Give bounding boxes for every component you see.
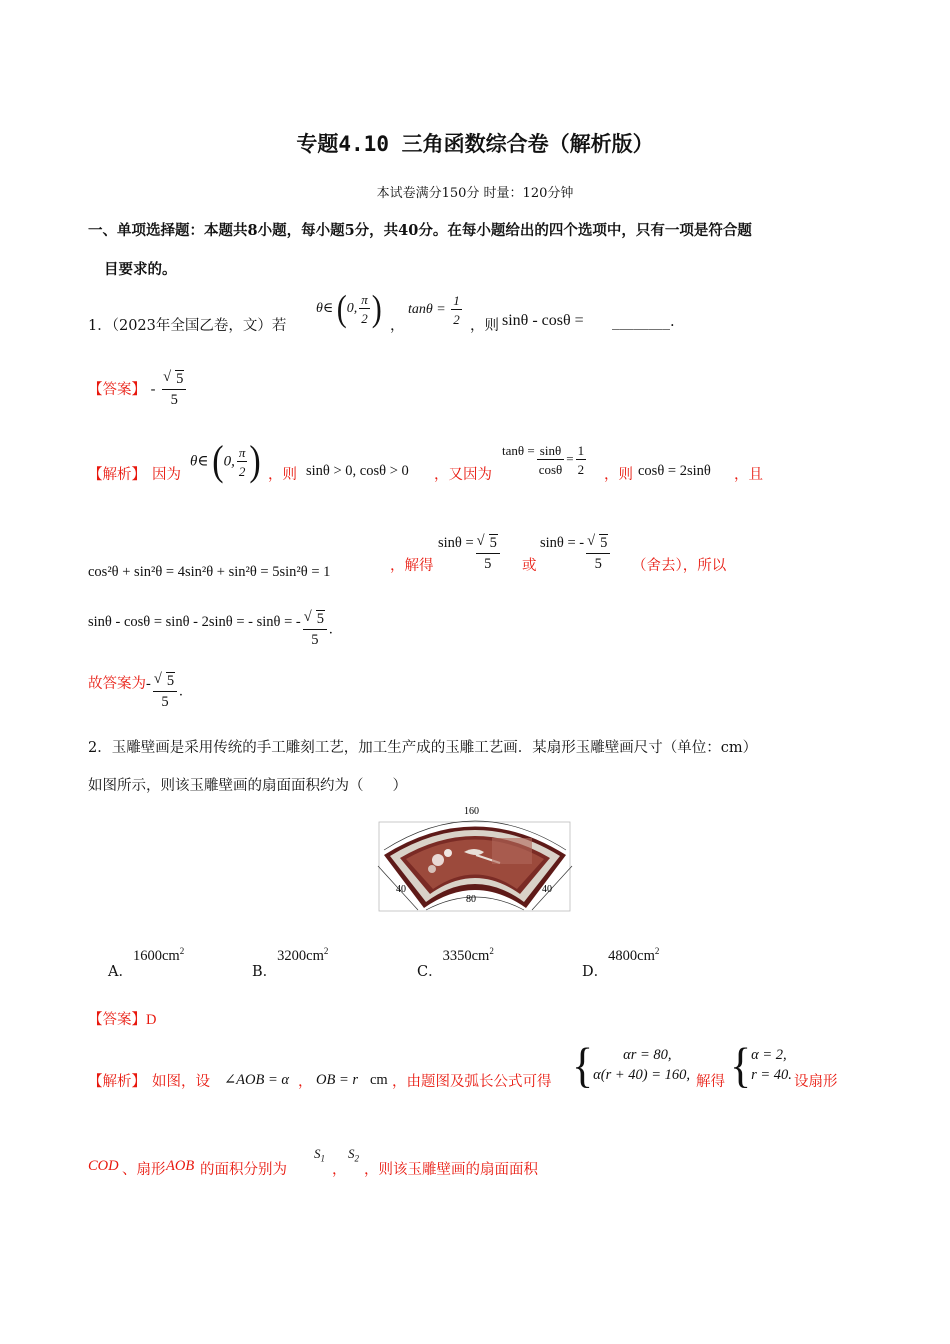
- option-d-label: D．: [582, 964, 609, 980]
- q2-analysis: 【解析】 如图，设 ∠AOB = α ， OB = r cm ，由题图及弧长公式可得 { αr = 80, α(r + 40) = 160, 解得 { α = 2, r = 40. 设扇形: [88, 1038, 838, 1093]
- q1-sol-den: 5: [484, 555, 492, 572]
- q1-tan-two: 2: [453, 312, 460, 327]
- q2-comma: ，: [298, 1074, 313, 1090]
- q1-sol2-den: 5: [594, 555, 602, 572]
- q2-angle: ∠AOB = α: [224, 1072, 289, 1088]
- q1-frac-one: 1: [577, 443, 585, 458]
- q1-concl-period: .: [179, 683, 183, 700]
- q1-sol2-sqrt: 5: [600, 535, 608, 551]
- q2-ob: OB = r: [316, 1072, 359, 1088]
- q1-answer-sign: -: [150, 381, 156, 398]
- q1-tan: tanθ =: [408, 302, 446, 318]
- q1-solve: ，解得: [390, 558, 434, 574]
- q1-final-expr: sinθ - cosθ = sinθ - 2sinθ = - sinθ = -: [88, 613, 301, 630]
- q1-theta-in: θ∈: [316, 301, 334, 317]
- option-a-label: A．: [108, 964, 133, 980]
- q2-cm: cm: [370, 1072, 388, 1088]
- q2-as-shown: 如图，设: [152, 1074, 210, 1090]
- option-d-value: 4800cm: [608, 948, 655, 964]
- q1-sin-eq: sinθ =: [438, 534, 474, 551]
- question-2-line2: 如图所示，则该玉雕壁画的扇面面积约为（ ）: [88, 778, 407, 794]
- q1-analysis-line2: [88, 536, 868, 582]
- q2-sys1-a: αr = 80,: [623, 1046, 672, 1063]
- q1-conclusion-sign: -: [146, 675, 151, 692]
- q2-analysis-line2: [88, 1146, 788, 1180]
- fig-label-bottom: 80: [466, 894, 476, 905]
- q2-comma2: ，: [332, 1162, 347, 1178]
- q2-sys2-b: r = 40.: [751, 1066, 792, 1083]
- q1-concl-den: 5: [161, 693, 169, 710]
- q1-blank: ________.: [612, 314, 675, 330]
- q1-sol-sqrt: 5: [489, 535, 497, 551]
- q2-by-figure: ，由题图及弧长公式可得: [392, 1074, 552, 1090]
- option-a-sup: 2: [179, 946, 185, 957]
- q1-sincos-pos: sinθ > 0, cosθ > 0: [306, 463, 409, 479]
- q2-end: ，则该玉雕壁画的扇面面积: [364, 1162, 538, 1178]
- q1-prefix: 1．（2023年全国乙卷，文）若: [88, 318, 287, 334]
- q1-analysis-line1: 【解析】 因为 θ∈ (0, $\frac{\pi}{2}$ ) ，则 sinθ > 0, cosθ > 0 ，又因为 tanθ = $\frac{\sin\theta}{\cos\theta}$ = $\frac{1}{2}$ ，则 cosθ = 2sinθ ，且: [88, 438, 763, 485]
- q1-interval-left: 0,: [346, 301, 358, 317]
- q1-an-two: 2: [238, 464, 246, 479]
- q1-an-pi: π: [238, 445, 246, 460]
- question-1-stem: 1．（2023年全国乙卷，文）若 θ∈ (0, $\frac{\pi}{2}$ ) ， tanθ = $\frac{1}{2}$ ，则 sinθ - cosθ = ________.: [88, 287, 675, 334]
- q1-conclusion: [88, 674, 183, 709]
- q1-final-period: .: [328, 621, 333, 638]
- q1-then2: ，则: [604, 467, 633, 483]
- q1-then: ，则: [470, 318, 499, 334]
- option-c-label: C．: [417, 964, 443, 980]
- q1-conclusion-text: 故答案为: [88, 675, 146, 692]
- q1-tan-eq: tanθ =: [502, 442, 535, 458]
- q2-sys2-a: α = 2,: [751, 1046, 787, 1063]
- q1-discard: （舍去），所以: [632, 558, 727, 574]
- q1-and: ，且: [734, 467, 763, 483]
- q1-frac-sin: sinθ: [537, 444, 565, 460]
- q1-because: 因为: [152, 467, 181, 483]
- q1-comma: ，: [390, 318, 405, 334]
- q2-s2-sub: 2: [354, 1153, 359, 1164]
- q2-area: 的面积分别为: [200, 1162, 287, 1178]
- q1-identity: cos²θ + sin²θ = 4sin²θ + sin²θ = 5sin²θ = 1: [88, 564, 331, 580]
- q1-answer-sqrt: 5: [176, 371, 184, 387]
- q2-analysis-label: 【解析】: [88, 1074, 146, 1090]
- q1-analysis-line3: [88, 612, 333, 647]
- q1-answer-label: 【答案】: [88, 381, 146, 398]
- q2-let-sector: 设扇形: [794, 1074, 838, 1090]
- q1-then-text: ，则: [268, 467, 297, 483]
- q1-or: 或: [522, 558, 537, 574]
- q1-frac-cos: cosθ: [538, 462, 563, 477]
- fig-label-left: 40: [396, 884, 406, 895]
- option-b-label: B．: [252, 964, 278, 980]
- q1-an-interval: 0,: [223, 453, 235, 470]
- option-a[interactable]: [108, 944, 185, 980]
- option-a-value: 1600cm: [132, 948, 180, 964]
- q1-expr: sinθ - cosθ =: [502, 312, 584, 329]
- q1-eq: =: [566, 450, 574, 466]
- option-d[interactable]: [582, 944, 660, 980]
- q1-pi: π: [361, 292, 368, 307]
- option-c-sup: 2: [489, 946, 494, 957]
- option-b-value: 3200cm: [277, 948, 324, 964]
- q2-s1-sub: 1: [320, 1153, 325, 1164]
- option-c-value: 3350cm: [442, 948, 490, 964]
- section-heading-line2: 目要求的。: [104, 261, 177, 278]
- q2-aob: AOB: [166, 1158, 195, 1174]
- q1-answer: [88, 372, 188, 407]
- fig-label-top: 160: [464, 806, 479, 817]
- q2-answer-value: D: [146, 1012, 157, 1028]
- q1-an-theta: θ∈: [190, 453, 209, 470]
- q1-answer-den: 5: [170, 391, 178, 408]
- fan-painting-figure: [376, 800, 574, 916]
- section-heading-line1: 一、单项选择题：本题共8小题，每小题5分，共40分。在每小题给出的四个选项中，只有一项是符合题: [88, 222, 752, 239]
- q1-final-sqrt: 5: [316, 611, 324, 627]
- option-b-sup: 2: [323, 946, 329, 957]
- option-b[interactable]: [252, 944, 329, 980]
- q2-s2: S: [348, 1146, 355, 1161]
- q1-concl-sqrt: 5: [166, 673, 175, 689]
- q2-mid: 、扇形: [122, 1162, 166, 1178]
- page-subtitle: 本试卷满分150分 时量：120分钟: [376, 186, 574, 201]
- q2-s1: S: [314, 1146, 321, 1161]
- q2-sys1-b: α(r + 40) = 160,: [593, 1066, 690, 1083]
- q2-answer: [88, 1008, 156, 1029]
- q2-answer-label: 【答案】: [88, 1012, 146, 1028]
- q1-one: 1: [453, 293, 460, 308]
- q1-cos2sin: cosθ = 2sinθ: [638, 463, 711, 479]
- q1-final-den: 5: [311, 631, 319, 648]
- fig-label-right: 40: [542, 884, 552, 895]
- q1-sin-eq-neg: sinθ = -: [540, 534, 585, 551]
- q1-two: 2: [361, 311, 368, 326]
- page-title: 专题4.10 三角函数综合卷（解析版）: [296, 132, 654, 156]
- q1-also-because: ，又因为: [434, 467, 492, 483]
- option-d-sup: 2: [654, 946, 660, 957]
- question-2-line1: 2．玉雕壁画是采用传统的手工雕刻工艺，加工生产成的玉雕工艺画．某扇形玉雕壁画尺寸（单位：cm）: [88, 740, 758, 756]
- option-c[interactable]: [417, 944, 494, 980]
- q1-analysis-label: 【解析】: [88, 467, 146, 483]
- fan-figure-svg: [376, 800, 574, 916]
- q1-frac-two: 2: [577, 462, 585, 477]
- q2-cod: COD: [88, 1158, 119, 1174]
- q2-solve: 解得: [696, 1074, 725, 1090]
